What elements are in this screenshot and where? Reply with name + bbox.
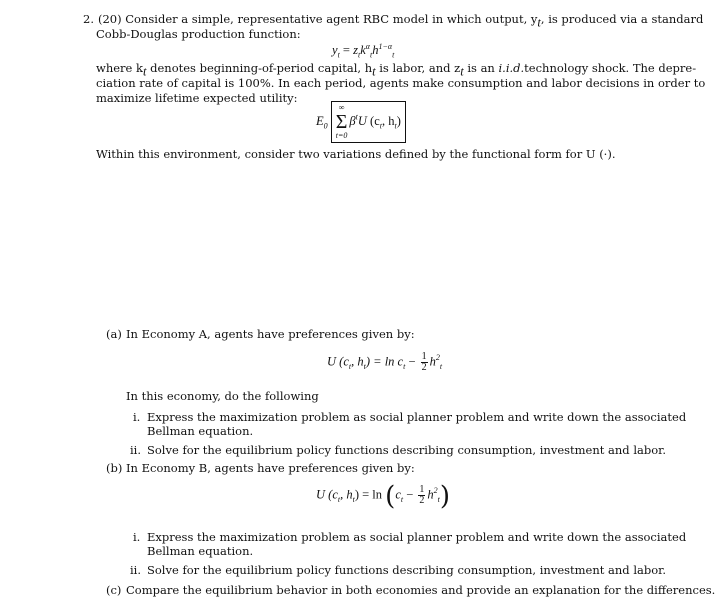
part-b-text: In Economy B, agents have preferences given by: xyxy=(126,461,415,475)
part-a-item-i-label: i. xyxy=(133,410,141,424)
part-a-item-ii-label: ii. xyxy=(130,443,142,457)
part-a-do-following: In this economy, do the following xyxy=(126,389,319,403)
where-line-3: maximize lifetime expected utility: xyxy=(96,91,298,105)
part-b-item-ii-label: ii. xyxy=(130,563,142,577)
problem-number: 2. xyxy=(83,12,94,26)
part-a-item-i-line-1: Express the maximization problem as social planner problem and write down the associated xyxy=(147,410,687,424)
part-b-item-i-line-1: Express the maximization problem as social planner problem and write down the associated xyxy=(147,530,687,544)
part-a-label: (a) xyxy=(106,327,122,341)
utility-equation: $E_0$ ∞ Σ t=0 $\beta^tU$ ($c_t$, $h_t$) xyxy=(316,101,406,143)
part-b-item-i-label: i. xyxy=(133,530,141,544)
part-c-text: Compare the equilibrium behavior in both economies and provide an explanation for the differences. xyxy=(126,583,716,597)
within-line: Within this environment, consider two variations defined by the functional form for U (·). xyxy=(96,147,616,161)
part-b-item-i-line-2: Bellman equation. xyxy=(147,544,254,558)
part-a-item-i-line-2: Bellman equation. xyxy=(147,424,254,438)
production-equation: $y_t = z_tk^\alpha_th^{1-\alpha}_t$ xyxy=(332,41,395,60)
part-b-label: (b) xyxy=(106,461,123,475)
part-c-label: (c) xyxy=(106,583,122,597)
part-b-item-ii-line-1: Solve for the equilibrium policy functions describing consumption, investment and labor. xyxy=(147,563,667,577)
where-line-2: ciation rate of capital is 100%. In each period, agents make consumption and labor decisions in order to xyxy=(96,76,706,90)
part-a-item-ii-line-1: Solve for the equilibrium policy functions describing consumption, investment and labor. xyxy=(147,443,667,457)
where-line-1: where $k_t$ denotes beginning-of-period capital, $h_t$ is labor, and $z_t$ is an i.i.d.technology shock. The depre- xyxy=(96,61,697,79)
intro-line-1: (20) Consider a simple, representative agent RBC model in which output, $y_t$, is produced via a standard xyxy=(98,12,704,30)
part-b-equation: U ($c_t$, $h_t) = \ln (c_t$ − $\frac{1}{2}$ $h^2_t$) xyxy=(316,481,451,512)
part-a-equation: U ($c_t$, $h_t) = \ln c_t$ − $\frac{1}{2}$ $h^2_t$ xyxy=(327,351,443,373)
intro-line-2: Cobb-Douglas production function: xyxy=(96,27,301,41)
part-a-text: In Economy A, agents have preferences given by: xyxy=(126,327,415,341)
